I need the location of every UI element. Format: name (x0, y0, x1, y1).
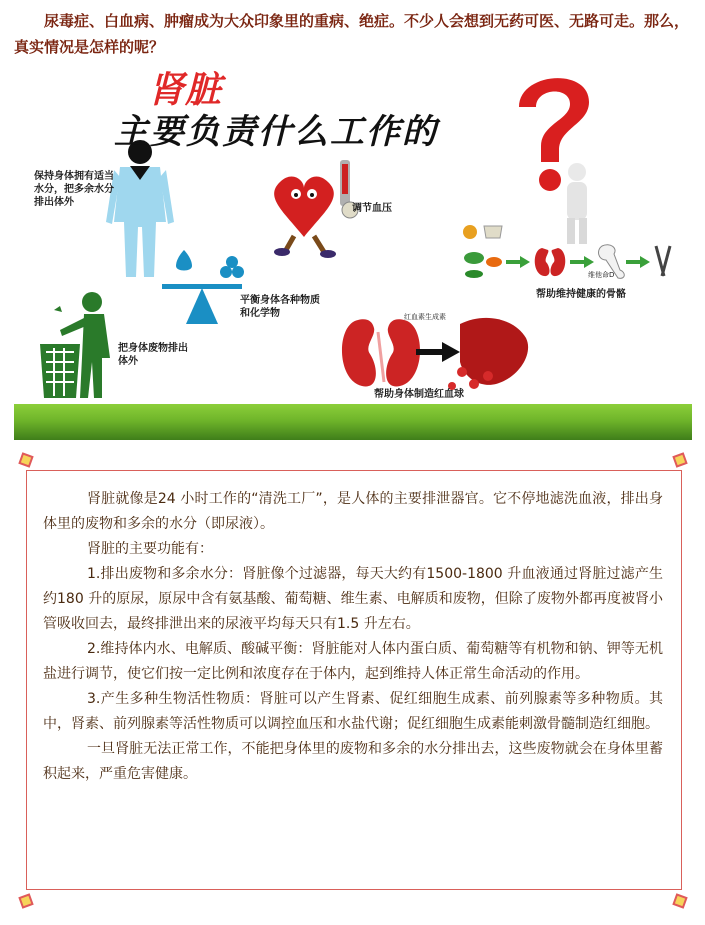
label-waste: 把身体废物排出体外 (118, 343, 188, 367)
corner-ornament-icon (672, 893, 688, 909)
label-vitamin: 维他命D (588, 271, 615, 279)
corner-ornament-icon (18, 893, 34, 909)
corner-ornament-icon (672, 452, 688, 468)
infographic-title-black: 主要负责什么工作的 (114, 112, 438, 152)
label-water: 保持身体拥有适当水分，把多余水分排出体外 (34, 171, 114, 208)
bone-health-icon (463, 225, 670, 278)
trash-can-icon (40, 292, 110, 398)
balance-scale-icon (162, 250, 244, 324)
human-body-icon (106, 140, 174, 277)
question-mark-icon (519, 78, 589, 244)
paragraph-function-1: 1.排出废物和多余水分：肾脏像个过滤器，每天大约有1500-1800 升血液通过肾脏过滤产生约180 升的原尿，原尿中含有氨基酸、葡萄糖、维生素、电解质和废物，但除了废物外都再度被肾小管吸收回去，最终排泄出来的尿液平均每天只有1.5 升左右。 (43, 566, 663, 632)
paragraph-intro: 肾脏就像是24 小时工作的“清洗工厂”，是人体的主要排泄器官。它不停地滤洗血液，排出身体里的废物和多余的水分（即尿液）。 (43, 491, 663, 532)
label-red-blood: 帮助身体制造红血球 (374, 389, 464, 400)
heart-character-icon (274, 160, 358, 258)
green-divider-bar (14, 404, 692, 440)
paragraph-conclusion: 一旦肾脏无法正常工作，不能把身体里的废物和多余的水分排出去，这些废物就会在身体里蓄积起来，严重危害健康。 (43, 741, 663, 782)
content-card (26, 470, 682, 890)
infographic-title-red: 肾脏 (148, 70, 223, 111)
kidney-infographic (14, 62, 692, 440)
paragraph-functions-heading: 肾脏的主要功能有： (87, 541, 213, 557)
label-rbc-hormone: 红血素生成素 (404, 313, 446, 321)
corner-ornament-icon (18, 452, 34, 468)
label-blood-pressure: 调节血压 (352, 203, 392, 214)
kidney-rbc-icon (342, 318, 528, 390)
label-bone: 帮助维持健康的骨骼 (536, 289, 626, 300)
intro-text: 尿毒症、白血病、肿瘤成为大众印象里的重病、绝症。不少人会想到无药可医、无路可走。那么，真实情况是怎样的呢？ (14, 12, 690, 56)
label-balance: 平衡身体各种物质和化学物 (240, 295, 320, 319)
paragraph-function-2: 2.维持体内水、电解质、酸碱平衡：肾脏能对人体内蛋白质、葡萄糖等有机物和钠、钾等无机盐进行调节，使它们按一定比例和浓度存在于体内，起到维持人体正常生命活动的作用。 (43, 641, 663, 682)
paragraph-function-3: 3.产生多种生物活性物质：肾脏可以产生肾素、促红细胞生成素、前列腺素等多种物质。其中，肾素、前列腺素等活性物质可以调控血压和水盐代谢；促红细胞生成素能刺激骨髓制造红细胞。 (43, 691, 663, 732)
